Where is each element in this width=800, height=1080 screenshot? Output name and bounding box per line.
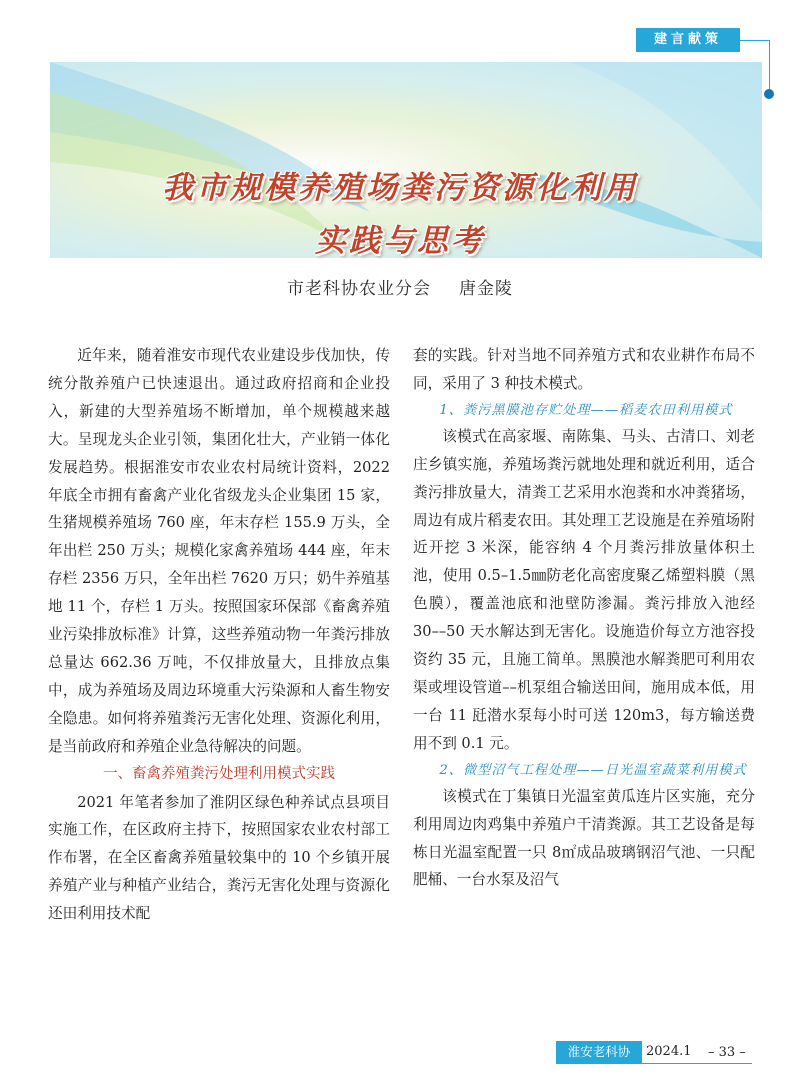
- subsection-heading: 1、粪污黑膜池存贮处理——稻麦农田利用模式: [439, 402, 733, 418]
- subsection-heading: 2、微型沼气工程处理——日光温室蔬菜利用模式: [439, 762, 747, 778]
- footer-divider: [556, 1063, 752, 1064]
- article-title-line2: 实践与思考: [315, 223, 485, 259]
- tag-connector-line: [740, 40, 770, 41]
- paragraph: 近年来，随着淮安市现代农业建设步伐加快，传统分散养殖户已快速退出。通过政府招商和企业投入，新建的大型养殖场不断增加，单个规模越来越大。呈现龙头企业引领，集团化壮大，产业销一体化发展趋势。根据淮安市农业农村局统计资料，2022 年底全市拥有畜禽产业化省级龙头企业集团 15 家，生猪规模养殖场 760 座，年末存栏 155.9 万头，全年出栏 250 万头；规模化家禽养殖场 444 座，年末存栏 2356 万只，全年出栏 7620 万只；奶牛养殖基地 11 个，存栏 1 万头。按照国家环保部《畜禽养殖业污染排放标准》计算，这些养殖动物一年粪污排放总量达 662.36 万吨，不仅排放量大，且排放点集中，成为养殖场及周边环境重大污染源和人畜生物安全隐患。如何将养殖粪污无害化处理、资源化利用，是当前政府和养殖企业急待解决的问题。: [48, 347, 390, 755]
- left-column: [48, 342, 390, 928]
- article-title-line1: 我市规模养殖场粪污资源化利用: [162, 170, 638, 206]
- magazine-name: 淮安老科协: [556, 1041, 642, 1063]
- author-org: 市老科协农业分会: [287, 279, 431, 299]
- paragraph: 套的实践。针对当地不同养殖方式和农业耕作布局不同，采用了 3 种技术模式。: [413, 347, 755, 392]
- tag-connector-line-vertical: [769, 40, 770, 90]
- right-column: [413, 342, 755, 894]
- paragraph: 2021 年笔者参加了淮阴区绿色种养试点县项目实施工作，在区政府主持下，按照国家农业农村部工作布署，在全区畜禽养殖量较集中的 10 个乡镇开展养殖产业与种植产业结合，粪污无害化处理与资源化还田利用技术配: [48, 793, 390, 923]
- page-number: – 33 –: [708, 1045, 746, 1060]
- byline: [0, 274, 800, 299]
- author-name: 唐金陵: [459, 279, 513, 299]
- section-heading: 一、畜禽养殖粪污处理利用模式实践: [103, 765, 335, 782]
- paragraph: 该模式在高家堰、南陈集、马头、古清口、刘老庄乡镇实施，养殖场粪污就地处理和就近利用，适合粪污排放量大，清粪工艺采用水泡粪和水冲粪猪场，周边有成片稻麦农田。其处理工艺设施是在养殖场附近开挖 3 米深，能容纳 4 个月粪污排放量体积土池，使用 0.5–1.5㎜防老化高密度聚乙烯塑料膜（黑色膜），覆盖池底和池壁防渗漏。粪污排放入池经 30––50 天水解达到无害化。设施造价每立方池容投资约 35 元，且施工简单。黑膜池水解粪肥可利用农渠或埋设管道––机泵组合输送田间，施用成本低，用一台 11 瓩潜水泵每小时可送 120m3，每方输送费用不到 0.1 元。: [413, 427, 755, 752]
- tag-dot-icon: [764, 89, 774, 99]
- paragraph: 该模式在丁集镇日光温室黄瓜连片区实施，充分利用周边肉鸡集中养殖户干清粪源。其工艺设备是每栋日光温室配置一只 8㎡成品玻璃钢沼气池、一只配肥桶、一台水泵及沼气: [413, 787, 755, 889]
- issue-date: 2024.1: [646, 1044, 692, 1059]
- section-tag: 建言献策: [636, 28, 740, 52]
